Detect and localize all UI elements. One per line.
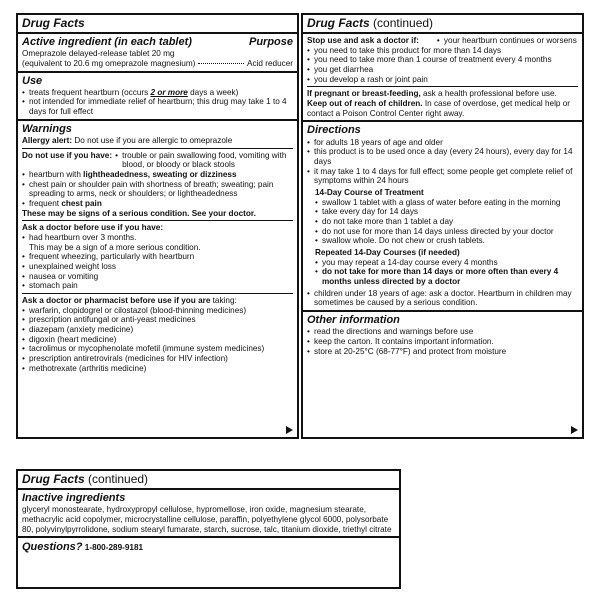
do-not-use-item: • heartburn with lightheadedness, sweating or dizziness — [22, 170, 293, 180]
panel-header: Drug Facts (continued) — [18, 471, 399, 490]
warnings-section — [18, 121, 297, 376]
drug-facts-panel-left — [16, 13, 299, 439]
course-heading: 14-Day Course of Treatment — [315, 187, 424, 197]
drug-facts-panel-right — [301, 13, 584, 439]
active-ingredient-heading: Active ingredient (in each tablet) — [22, 36, 192, 48]
do-not-use-item: • trouble or pain swallowing food, vomiting with blood, or bloody or black stools — [115, 151, 293, 170]
questions-section — [18, 538, 399, 556]
children-note: • children under 18 years of age: ask a doctor. Heartburn in children may sometimes be caused by a serious condition. — [307, 289, 578, 308]
use-section — [18, 73, 297, 121]
course-item: • do not use for more than 14 days unless directed by your doctor — [315, 227, 578, 237]
stop-use-item: • you need to take more than 1 course of treatment every 4 months — [307, 55, 578, 65]
directions-item: • for adults 18 years of age and older — [307, 138, 578, 148]
do-not-use-item: • chest pain or shoulder pain with shortness of breath; sweating; pain spreading to arms, neck or shoulders; or lightheadedness — [22, 180, 293, 199]
stop-use-label: Stop use and ask a doctor if: — [307, 36, 419, 45]
ask-doctor-item: • unexplained weight loss — [22, 262, 293, 272]
continue-arrow-icon — [286, 426, 293, 434]
use-heading: Use — [22, 74, 43, 87]
allergy-alert: Allergy alert: Do not use if you are allergic to omeprazole — [22, 135, 233, 145]
inactive-ingredients-text: glyceryl monostearate, hydroxypropyl cellulose, hypromellose, iron oxide, magnesium stearate, methacrylic acid copolymer, microcrystalline cellulose, paraffin, polyethylene glycol 6000, polysorbate 80, polyvinylpyrrolidone, sodium stearyl fumarate, starch, sucrose, talc, titanium dioxide, triethyl citrate — [22, 505, 392, 534]
active-ingredient-line2: (equivalent to 20.6 mg omeprazole magnesium) — [22, 58, 196, 68]
other-information-item: • keep the carton. It contains important information. — [307, 337, 578, 347]
stop-use-item: • you need to take this product for more than 14 days — [307, 46, 578, 56]
course-item: • do not take more than 1 tablet a day — [315, 217, 578, 227]
directions-section — [303, 122, 582, 312]
other-information-heading: Other information — [307, 313, 400, 326]
ask-pharmacist-item: • diazepam (anxiety medicine) — [22, 325, 293, 335]
questions-phone: 1-800-289-9181 — [82, 543, 144, 553]
active-ingredient-section — [18, 34, 297, 73]
directions-heading: Directions — [307, 124, 361, 137]
drug-facts-panel-bottom — [16, 469, 401, 589]
purpose-value: Acid reducer — [247, 58, 293, 68]
ask-pharmacist-item: • methotrexate (arthritis medicine) — [22, 364, 293, 374]
ask-pharmacist-item: • digoxin (heart medicine) — [22, 335, 293, 345]
serious-condition-note: These may be signs of a serious condition. See your doctor. — [22, 208, 256, 218]
stop-use-section — [303, 34, 582, 122]
directions-item: • it may take 1 to 4 days for full effect; some people get complete relief of symptoms within 24 hours — [307, 167, 578, 186]
warnings-heading: Warnings — [22, 122, 72, 135]
do-not-use-label: Do not use if you have: — [22, 150, 113, 160]
repeat-course-heading: Repeated 14-Day Courses (if needed) — [315, 247, 460, 257]
stop-use-item: • your heartburn continues or worsens — [437, 36, 578, 46]
reach-of-children-warning: Keep out of reach of children. In case of overdose, get medical help or contact a Poison Control Center right away. — [307, 99, 571, 118]
active-ingredient-line1: Omeprazole delayed-release tablet 20 mg — [22, 49, 175, 59]
repeat-course-item: • do not take for more than 14 days or more often than every 4 months unless directed by a doctor — [315, 267, 578, 286]
directions-item: • this product is to be used once a day (every 24 hours), every day for 14 days — [307, 147, 578, 166]
ask-pharmacist-item: • warfarin, clopidogrel or cilostazol (blood-thinning medicines) — [22, 306, 293, 316]
ask-pharmacist-item: • prescription antiretrovirals (medicines for HIV infection) — [22, 354, 293, 364]
ask-doctor-item: • frequent wheezing, particularly with heartburn — [22, 252, 293, 262]
pregnancy-warning: If pregnant or breast-feeding, ask a health professional before use. — [307, 89, 557, 99]
questions-heading: Questions? — [22, 541, 83, 554]
ask-doctor-block — [22, 220, 293, 291]
ask-doctor-item: • nausea or vomiting — [22, 272, 293, 282]
ask-pharmacist-label: Ask a doctor or pharmacist before use if you are — [22, 296, 211, 305]
inactive-ingredients-heading: Inactive ingredients — [22, 492, 126, 504]
use-item: • not intended for immediate relief of heartburn; this drug may take 1 to 4 days for full effect — [22, 97, 293, 116]
inactive-ingredients-section — [18, 490, 399, 538]
ask-doctor-item: • stomach pain — [22, 281, 293, 291]
do-not-use-item: • frequent chest pain — [22, 199, 293, 209]
ask-doctor-label: Ask a doctor before use if you have: — [22, 223, 164, 233]
stop-use-item: • you get diarrhea — [307, 65, 578, 75]
other-information-item: • read the directions and warnings before use — [307, 327, 578, 337]
panel-header: Drug Facts (continued) — [303, 15, 582, 34]
course-item: • swallow whole. Do not chew or crush tablets. — [315, 236, 578, 246]
course-item: • swallow 1 tablet with a glass of water before eating in the morning — [315, 198, 578, 208]
stop-use-item: • you develop a rash or joint pain — [307, 75, 578, 85]
repeat-course-item: • you may repeat a 14-day course every 4 months — [315, 258, 578, 268]
ask-pharmacist-item: • prescription antifungal or anti-yeast medicines — [22, 315, 293, 325]
other-information-item: • store at 20-25°C (68-77°F) and protect from moisture — [307, 347, 578, 357]
ask-pharmacist-item: • tacrolimus or mycophenolate mofetil (immune system medicines) — [22, 344, 293, 354]
other-information-section — [303, 312, 582, 358]
panel-header: Drug Facts — [18, 15, 297, 34]
ask-pharmacist-block: Ask a doctor or pharmacist before use if you are taking: • warfarin, clopidogrel or cilostazol (blood-thinning medicines) • prescription antifungal or anti-yeast medicines • diazepam (anxiety medicine) • digoxin (heart medicine) • tacrolimus or mycophenolate mofetil (immune system medicines) • prescription antiretrovirals (medicines for HIV infection) • methotrexate (arthritis medicine) — [22, 293, 293, 373]
ask-doctor-item: • had heartburn over 3 months. This may be a sign of a more serious condition. — [22, 233, 293, 252]
continue-arrow-icon — [571, 426, 578, 434]
do-not-use-block — [22, 148, 293, 219]
course-item: • take every day for 14 days — [315, 207, 578, 217]
use-item: • treats frequent heartburn (occurs 2 or more days a week) — [22, 88, 293, 98]
purpose-heading: Purpose — [248, 36, 293, 48]
